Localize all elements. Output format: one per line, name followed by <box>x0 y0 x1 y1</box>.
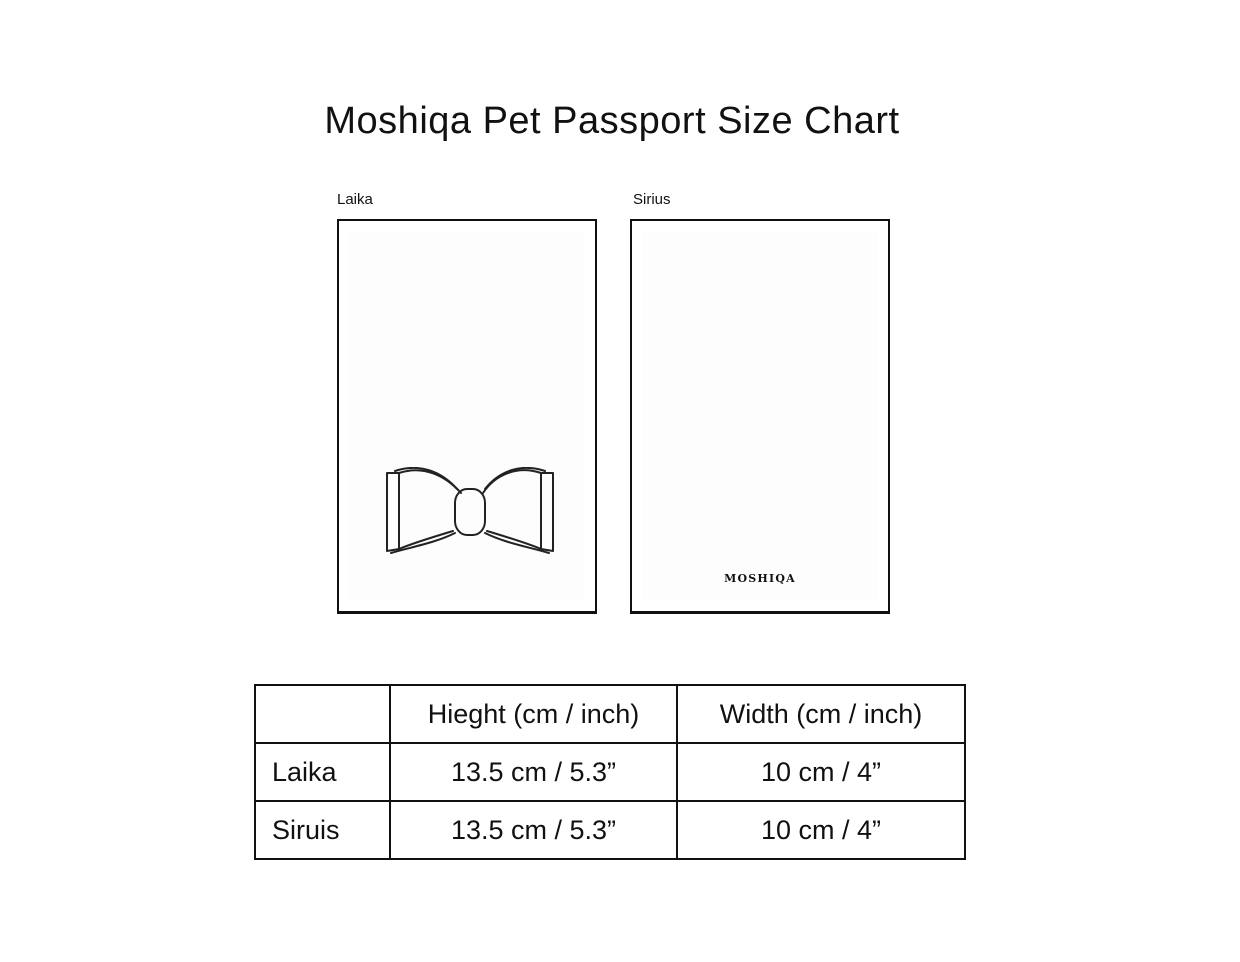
cell-height: 13.5 cm / 5.3” <box>390 801 677 859</box>
table-row <box>255 801 965 859</box>
brand-logo: MOSHIQA <box>724 572 796 585</box>
column-header-height: Hieght (cm / inch) <box>390 685 677 743</box>
row-label-laika: Laika <box>255 743 390 801</box>
page-title: Moshiqa Pet Passport Size Chart <box>324 100 900 142</box>
size-table <box>254 684 966 860</box>
table-row <box>255 743 965 801</box>
cell-height: 13.5 cm / 5.3” <box>390 743 677 801</box>
passport-cover-laika <box>337 219 597 614</box>
bow-icon <box>383 467 557 559</box>
row-label-siruis: Siruis <box>255 801 390 859</box>
table-corner-cell <box>255 685 390 743</box>
cell-width: 10 cm / 4” <box>677 801 965 859</box>
cover-surface <box>642 231 878 601</box>
cell-width: 10 cm / 4” <box>677 743 965 801</box>
table-header-row <box>255 685 965 743</box>
model-label-sirius: Sirius <box>633 191 671 208</box>
column-header-width: Width (cm / inch) <box>677 685 965 743</box>
model-label-laika: Laika <box>337 191 373 208</box>
passport-cover-sirius <box>630 219 890 614</box>
